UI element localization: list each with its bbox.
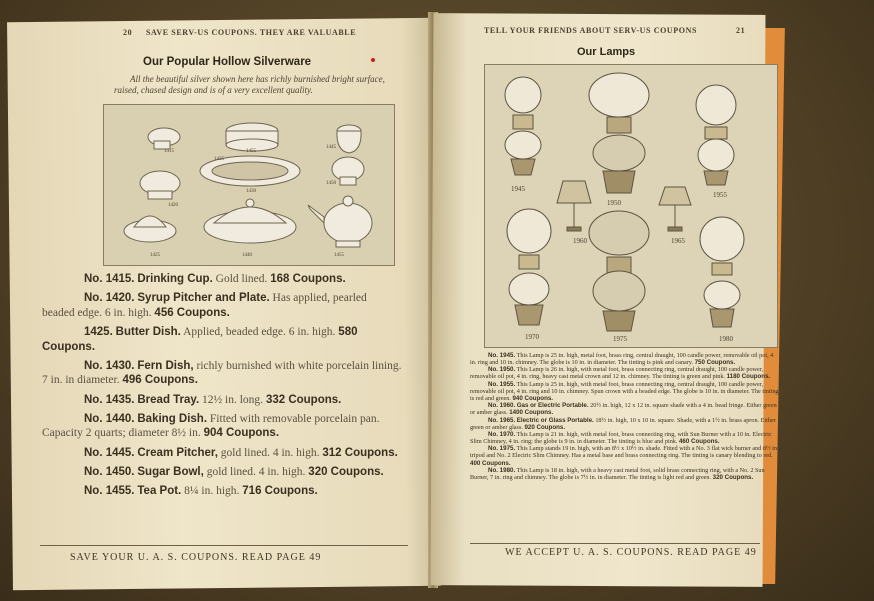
- photo-label: 1965: [671, 237, 685, 245]
- list-item: [470, 402, 780, 416]
- photo-label: 1455: [246, 149, 256, 154]
- item-coupons: 1400 Coupons.: [509, 409, 554, 417]
- right-page-number: 21: [736, 26, 746, 35]
- item-name: Gas or Electric Portable.: [516, 402, 589, 410]
- item-name: Tea Pot.: [137, 485, 182, 498]
- item-coupons: 716 Coupons.: [242, 485, 318, 498]
- list-item: [42, 465, 402, 480]
- photo-label: 1425: [150, 253, 160, 258]
- left-page-title: Our Popular Hollow Silverware: [143, 56, 312, 68]
- item-coupons: 320 Coupons.: [712, 473, 754, 481]
- list-item: [470, 431, 780, 445]
- list-item: [470, 467, 780, 481]
- item-description: This Lamp is 26 in. high, with metal foot, brass connecting ring, central draught, 100 candle power, removable oil pot, 4 in. ring, heavy cast metal crown and 12 in. chimney. The tinting is green and pink.: [470, 366, 764, 381]
- photo-label: 1980: [719, 335, 733, 343]
- item-description: 12½ in. long.: [202, 393, 264, 406]
- item-description: This Lamp is 18 in. high, with a heavy cast metal foot, solid brass connecting ring, with a No. 2 Sun Burner, 7 in. ring and chimney. The globe is 7½ in. in diameter. The tinting is light red and green.: [470, 466, 765, 481]
- item-coupons: 940 Coupons.: [512, 394, 554, 402]
- red-dot: [371, 58, 375, 62]
- silverware-photo-labels: [104, 105, 394, 265]
- item-description: Has applied, pearled beaded edge. 6 in. high.: [42, 292, 367, 319]
- item-coupons: 456 Coupons.: [154, 306, 230, 319]
- item-name: Cream Pitcher,: [137, 446, 218, 459]
- item-coupons: 904 Coupons.: [203, 427, 280, 440]
- item-number: No. 1980.: [488, 466, 516, 474]
- item-number: No. 1445.: [84, 446, 135, 459]
- photo-label: 1420: [168, 203, 178, 208]
- item-number: No. 1945.: [488, 352, 516, 359]
- item-description: This Lamp stands 19 in. high, with an 8½ x 10½ in. shade. Fitted with a No. 3 flat wick burner and 8½ in. tripod and No. 2 Electric Slim Chimney. Has a metal base and brass connecting ring. The tinting is canary blending to red.: [470, 445, 779, 460]
- list-item: [42, 393, 402, 408]
- photo-label: 1960: [573, 237, 587, 245]
- item-number: No. 1450.: [84, 466, 135, 479]
- left-footer-rule: [40, 545, 408, 546]
- list-item: [470, 445, 780, 466]
- list-item: [470, 352, 780, 366]
- item-description: This Lamp is 25 in. high, with metal foot, brass connecting ring, central draught, 100 candle power, removable oil pot, 4 in. ring and 10 in. chimney. Spun crown with a beaded edge. The globe is 10 in. in diameter. The tinting is red and green.: [470, 380, 779, 402]
- photo-label: 1970: [525, 333, 539, 341]
- photo-label: 1440: [242, 253, 252, 258]
- left-page-intro: All the beautiful silver shown here has richly burnished bright surface, raised, chased design and is of a very excellent quality.: [114, 74, 385, 95]
- item-description: richly burnished with white porcelain lining. 7 in. in diameter.: [42, 359, 402, 387]
- silverware-list: [42, 272, 402, 504]
- list-item: [42, 325, 402, 354]
- item-coupons: 750 Coupons.: [694, 359, 736, 367]
- item-coupons: 320 Coupons.: [308, 466, 384, 479]
- photo-label: 1955: [713, 191, 727, 199]
- list-item: [470, 417, 780, 431]
- item-name: Syrup Pitcher and Plate.: [137, 292, 270, 305]
- item-number: No. 1440.: [84, 412, 135, 425]
- photo-label: 1415: [164, 149, 174, 154]
- item-number: No. 1430.: [84, 359, 135, 372]
- photo-label: 1950: [607, 199, 621, 207]
- item-number: No. 1960.: [488, 402, 516, 410]
- item-number: No. 1420.: [84, 292, 135, 305]
- right-footer-rule: [470, 543, 760, 544]
- item-coupons: 168 Coupons.: [270, 273, 346, 285]
- right-page-header: TELL YOUR FRIENDS ABOUT SERV-US COUPONS: [484, 26, 698, 35]
- item-number: No. 1965.: [488, 416, 516, 424]
- item-name: Bread Tray.: [137, 393, 200, 406]
- item-coupons: 400 Coupons.: [470, 459, 511, 467]
- photo-label: 1445: [326, 145, 336, 150]
- item-coupons: 496 Coupons.: [122, 374, 198, 387]
- left-page-number: 20: [123, 28, 133, 37]
- right-page-title: Our Lamps: [577, 46, 636, 58]
- item-description: 18½ in. high, 10 x 10 in. square. Shade, with a 1½ in. brass apron. Either green or amber glass.: [470, 416, 776, 431]
- item-description: This Lamp is 21 in. high, with metal foot, brass connecting ring, with Sun Burner with a 10 in. Electric Slim Chimney, 4 in. ring; the globe is 9 in. in diameter. The tinting is blue and pink.: [470, 430, 772, 446]
- list-item: [470, 381, 780, 402]
- list-item: [42, 291, 402, 320]
- item-name: Sugar Bowl,: [137, 466, 204, 479]
- list-item: [42, 484, 402, 499]
- item-number: No. 1950.: [488, 366, 516, 374]
- item-coupons: 580 Coupons.: [42, 326, 358, 353]
- item-description: Applied, beaded edge. 6 in. high.: [183, 326, 336, 339]
- item-number: 1425.: [84, 326, 113, 339]
- item-name: Butter Dish.: [115, 326, 181, 339]
- item-number: No. 1955.: [488, 380, 516, 388]
- list-item: [42, 359, 402, 388]
- list-item: [42, 412, 402, 441]
- list-item: [42, 446, 402, 461]
- item-description: Gold lined.: [215, 273, 268, 285]
- item-description: gold lined. 4 in. high.: [220, 446, 320, 459]
- item-number: No. 1970.: [488, 430, 516, 438]
- lamps-photo: [484, 64, 778, 348]
- item-coupons: 460 Coupons.: [678, 438, 720, 446]
- lamps-photo-labels: [485, 65, 777, 347]
- photo-label: 1435: [214, 157, 224, 162]
- item-number: No. 1435.: [84, 393, 135, 406]
- left-page-footer: SAVE YOUR U. A. S. COUPONS. READ PAGE 49: [70, 552, 322, 563]
- silverware-photo: [103, 104, 395, 266]
- item-description: Fitted with removable porcelain pan. Capacity 2 quarts; diameter 8½ in.: [42, 412, 380, 440]
- list-item: [470, 366, 780, 380]
- item-description: gold lined. 4 in. high.: [206, 466, 306, 479]
- item-name: Electric or Glass Portable.: [516, 416, 594, 424]
- item-number: No. 1415.: [84, 273, 135, 285]
- photo-label: 1455: [334, 253, 344, 258]
- item-description: 8¼ in. high.: [184, 485, 240, 498]
- item-description: 20½ in. high, 12 x 12 in. square shade with a 4 in. bead fringe. Either green or amber glass.: [470, 402, 777, 417]
- photo-label: 1450: [326, 181, 336, 186]
- item-name: Drinking Cup.: [137, 273, 213, 285]
- list-item: [42, 272, 402, 287]
- item-number: No. 1455.: [84, 485, 135, 498]
- lamps-list: [470, 352, 780, 481]
- item-number: No. 1975.: [488, 445, 516, 453]
- photo-label: 1430: [246, 189, 256, 194]
- item-coupons: 332 Coupons.: [265, 393, 342, 406]
- left-page-header: SAVE SERV-US COUPONS. THEY ARE VALUABLE: [146, 28, 357, 37]
- item-name: Baking Dish.: [137, 412, 208, 425]
- photo-label: 1945: [511, 185, 525, 193]
- right-page-footer: WE ACCEPT U. A. S. COUPONS. READ PAGE 49: [505, 547, 757, 558]
- item-coupons: 1180 Coupons.: [726, 373, 771, 381]
- photo-label: 1975: [613, 335, 627, 343]
- item-coupons: 920 Coupons.: [524, 423, 566, 431]
- item-name: Fern Dish,: [137, 359, 194, 372]
- item-coupons: 312 Coupons.: [322, 446, 398, 459]
- item-description: This Lamp is 25 in. high, metal foot, brass ring, central draught, 100 candle power, removable oil pot, 4 in. ring and 10 in. chimney. The globe is 10 in. in diameter. The tinting is pink and canary.: [470, 352, 774, 367]
